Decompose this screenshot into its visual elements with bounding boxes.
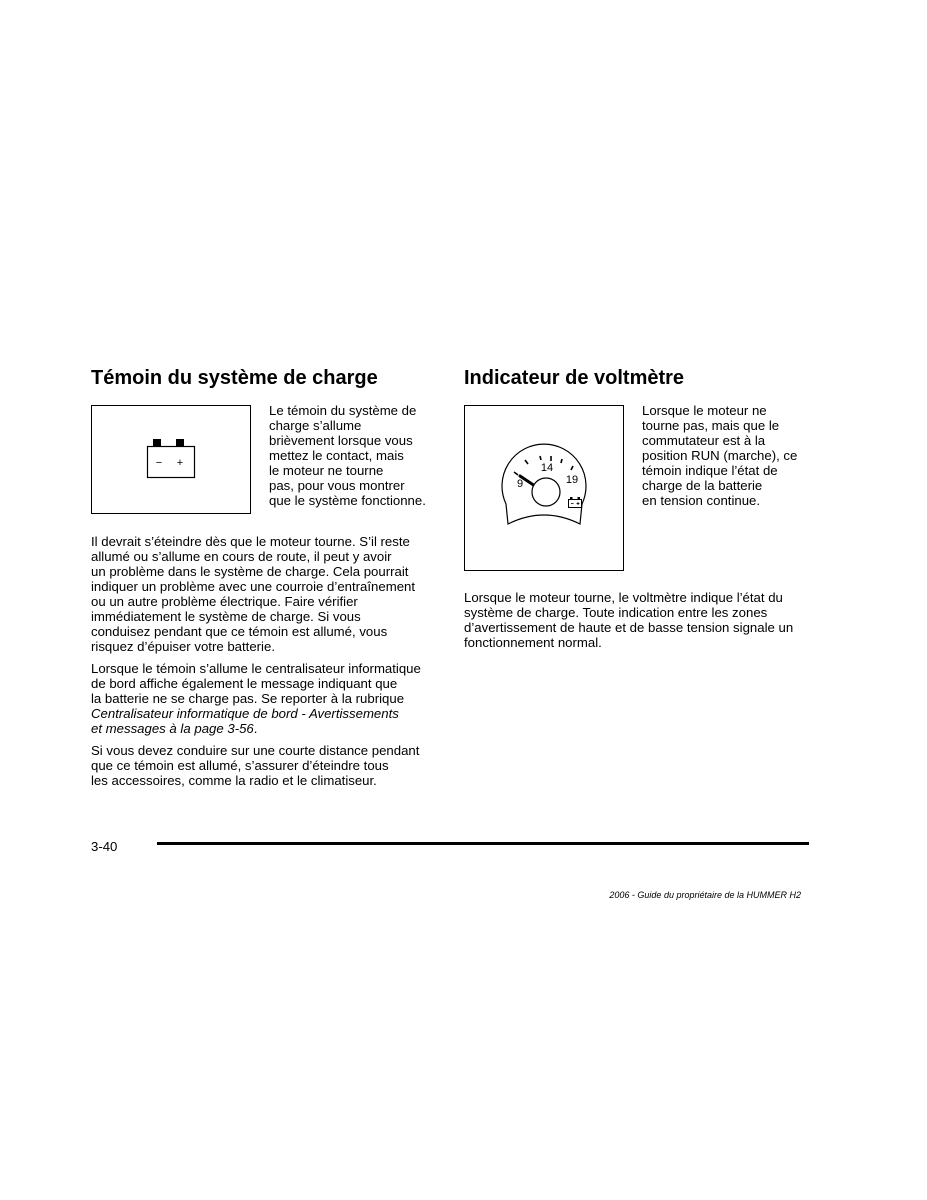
text-line: Il devrait s’éteindre dès que le moteur tourne. S’il reste xyxy=(91,534,410,549)
charging-system-figure xyxy=(91,405,251,514)
text-line: commutateur est à la xyxy=(642,433,766,448)
gauge-label-low: 9 xyxy=(516,478,524,490)
text-line: ou un autre problème électrique. Faire vérifier xyxy=(91,594,358,609)
text-line: Lorsque le moteur tourne, le voltmètre indique l’état du xyxy=(464,590,783,605)
battery-plus-label: + xyxy=(176,457,184,469)
text-line: le moteur ne tourne xyxy=(269,463,384,478)
text-line: Le témoin du système de xyxy=(269,403,417,418)
text-line: conduisez pendant que ce témoin est allumé, vous xyxy=(91,624,388,639)
voltmeter-figure xyxy=(464,405,624,571)
gauge-label-mid: 14 xyxy=(540,462,554,474)
text-line: brièvement lorsque vous xyxy=(269,433,413,448)
text-line: tourne pas, mais que le xyxy=(642,418,780,433)
footer-text: 2006 - Guide du propriétaire de la HUMMER H2 xyxy=(609,890,801,900)
battery-minus-label: − xyxy=(155,457,163,469)
text-line: en tension continue. xyxy=(642,493,761,508)
text-line: position RUN (marche), ce xyxy=(642,448,798,463)
charging-paragraph-3 xyxy=(91,743,419,788)
battery-icon xyxy=(92,406,249,512)
text-line: les accessoires, comme la radio et le climatiseur. xyxy=(91,773,377,788)
text-line: mettez le contact, mais xyxy=(269,448,404,463)
section-title-charging-system: Témoin du système de charge xyxy=(91,367,378,389)
text-line: pas, pour vous montrer xyxy=(269,478,405,493)
text-line: Lorsque le témoin s’allume le centralisateur informatique xyxy=(91,661,421,676)
voltmeter-paragraph-1 xyxy=(464,590,793,650)
text-line: allumé ou s’allume en cours de route, il peut y avoir xyxy=(91,549,392,564)
voltmeter-side-text xyxy=(642,403,797,508)
charging-paragraph-2 xyxy=(91,661,421,736)
text-line: charge s’allume xyxy=(269,418,362,433)
text-line: d’avertissement de haute et de basse tension signale un xyxy=(464,620,794,635)
gauge-label-high: 19 xyxy=(565,474,579,486)
text-line: Lorsque le moteur ne xyxy=(642,403,767,418)
text-line: indiquer un problème avec une courroie d’entraînement xyxy=(91,579,416,594)
charging-system-side-text xyxy=(269,403,426,508)
text-line: immédiatement le système de charge. Si vous xyxy=(91,609,361,624)
text-line: que le système fonctionne. xyxy=(269,493,426,508)
cross-reference-link[interactable]: Centralisateur informatique de bord - Avertissements xyxy=(91,706,399,721)
text-line: un problème dans le système de charge. Cela pourrait xyxy=(91,564,409,579)
footer-rule xyxy=(157,842,809,845)
text-line: risquez d’épuiser votre batterie. xyxy=(91,639,275,654)
text-line: Si vous devez conduire sur une courte distance pendant xyxy=(91,743,420,758)
text-line: système de charge. Toute indication entre les zones xyxy=(464,605,768,620)
cross-reference-link[interactable]: et messages à la page 3-56 xyxy=(91,721,254,736)
page-number: 3-40 xyxy=(91,839,118,854)
text-line: charge de la batterie xyxy=(642,478,763,493)
text-line: témoin indique l’état de xyxy=(642,463,778,478)
section-title-voltmeter: Indicateur de voltmètre xyxy=(464,367,685,389)
charging-paragraph-1 xyxy=(91,534,415,654)
text-line: que ce témoin est allumé, s’assurer d’éteindre tous xyxy=(91,758,389,773)
text-line: la batterie ne se charge pas. Se reporter à la rubrique xyxy=(91,691,405,706)
text-line: de bord affiche également le message indiquant que xyxy=(91,676,398,691)
text-line: . xyxy=(253,721,258,736)
text-line: fonctionnement normal. xyxy=(464,635,602,650)
voltmeter-gauge-icon xyxy=(465,406,622,569)
